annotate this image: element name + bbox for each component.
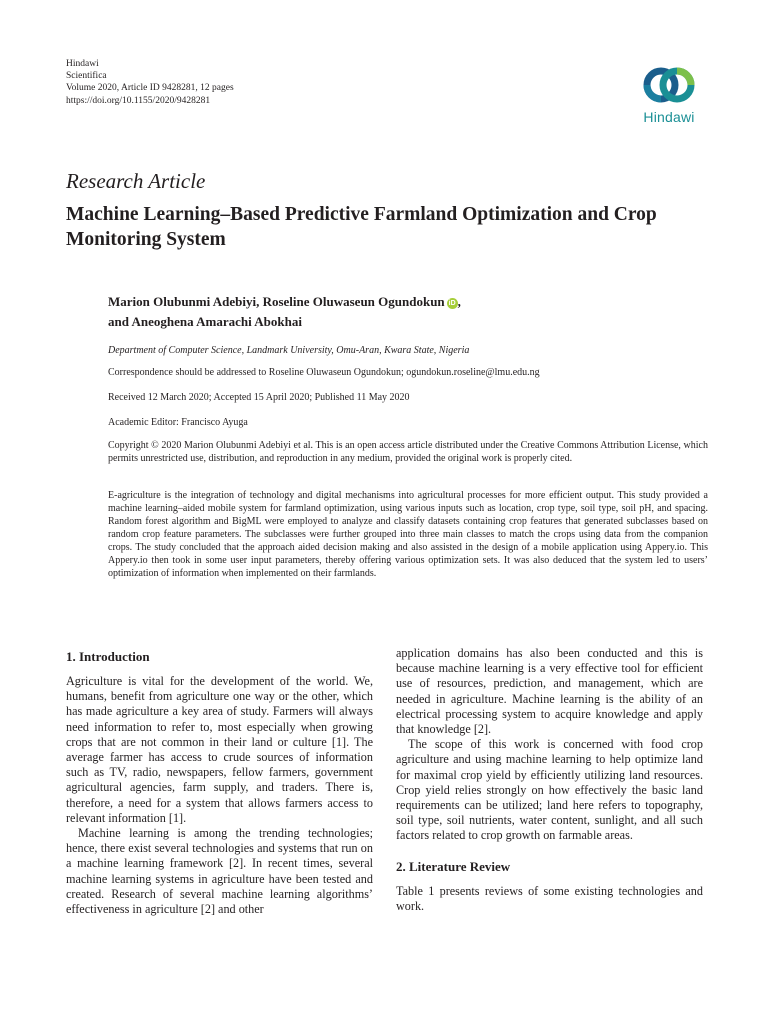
publication-dates: Received 12 March 2020; Accepted 15 April 2020; Published 11 May 2020	[108, 392, 410, 403]
correspondence: Correspondence should be addressed to Roseline Oluwaseun Ogundokun; ogundokun.roseline@lmu.edu.ng	[108, 367, 540, 378]
authors-line-2: and Aneoghena Amarachi Abokhai	[108, 314, 302, 329]
paper-title: Machine Learning–Based Predictive Farmland Optimization and Crop Monitoring System	[66, 204, 657, 250]
introduction-heading: 1. Introduction	[66, 649, 150, 664]
volume-line: Volume 2020, Article ID 9428281, 12 pages	[66, 83, 234, 94]
logo-wordmark: Hindawi	[643, 109, 695, 125]
author-list	[108, 292, 708, 332]
intro-paragraph-1: Agriculture is vital for the development of the world. We, humans, benefit from agriculture one way or the other, which has made agriculture a key area of study. Farmers will always need information to refer to, most especially when growing crops that are not common in their land or culture [1]. The average farmer has access to crude sources of information such as TV, radio, newspapers, fellow farmers, government agricultural agencies, farm supply, and traders. There is, therefore, a need for a system that allows farmers access to relevant information [1].	[66, 674, 373, 825]
right-column	[396, 646, 703, 914]
publisher-name: Hindawi	[66, 59, 99, 69]
journal-meta	[66, 58, 234, 107]
orcid-icon[interactable]: iD	[448, 300, 456, 307]
intro-paragraph-3: application domains has also been conducted and this is because machine learning is a very effective tool for efficient use of resources, prediction, and management, which are needed in agriculture. Machine learning is the ability of an electrical processing system to acquire knowledge and apply that knowledge [2].	[396, 646, 703, 737]
academic-editor: Academic Editor: Francisco Ayuga	[108, 417, 248, 428]
authors-line-1: Marion Olubunmi Adebiyi, Roseline Oluwaseun Ogundokun	[108, 294, 445, 309]
hindawi-rings-icon	[643, 62, 695, 108]
authors-line-1-suffix: ,	[457, 294, 461, 309]
article-type: Research Article	[66, 169, 206, 193]
intro-paragraph-4: The scope of this work is concerned with food crop agriculture and using machine learning to help optimize land for maximal crop yield by efficiently utilizing land resources. Crop yield relies strongly on how effectively the basic land requirements can be utilized; land here refers to topography, soil type, soil nutrients, water content, sunlight, and all such factors related to crop growth on farmable areas.	[396, 737, 703, 843]
copyright-notice: Copyright © 2020 Marion Olubunmi Adebiyi et al. This is an open access article distributed under the Creative Commons Attribution License, which permits unrestricted use, distribution, and reproduction in any medium, provided the original work is properly cited.	[108, 440, 708, 464]
literature-review-heading: 2. Literature Review	[396, 858, 511, 874]
left-column	[66, 648, 373, 917]
abstract: E-agriculture is the integration of technology and digital mechanisms into agricultural processes for more efficient output. This study provided a machine learning–aided mobile system for farmland optimization, using various inputs such as location, crop type, soil type, soil pH, and spacing. Random forest algorithm and BigML were employed to analyze and classify datasets containing crop features that generated subclasses based on random crop feature parameters. The subclasses were further grouped into three main classes to match the crops using data from the companion crops. The study concluded that the approach aided decision making and also assisted in the design of a mobile application using Appery.io. This Appery.io then took in some user input parameters, thereby offering various optimization sets. It was also deduced that the system led to users’ optimization of information when implemented on their farmlands.	[108, 490, 708, 579]
literature-paragraph-1: Table 1 presents reviews of some existing technologies and work.	[396, 883, 703, 913]
doi-link[interactable]: https://doi.org/10.1155/2020/9428281	[66, 95, 211, 106]
intro-paragraph-2: Machine learning is among the trending technologies; hence, there exist several technologies and systems that run on a machine learning framework [2]. In recent times, several machine learning systems in agriculture have been tested and created. Research of several machine learning algorithms’ effectiveness in agriculture [2] and other	[66, 826, 373, 917]
hindawi-logo	[632, 62, 706, 132]
journal-name: Scientifica	[66, 71, 107, 82]
affiliation: Department of Computer Science, Landmark University, Omu-Aran, Kwara State, Nigeria	[108, 345, 470, 356]
